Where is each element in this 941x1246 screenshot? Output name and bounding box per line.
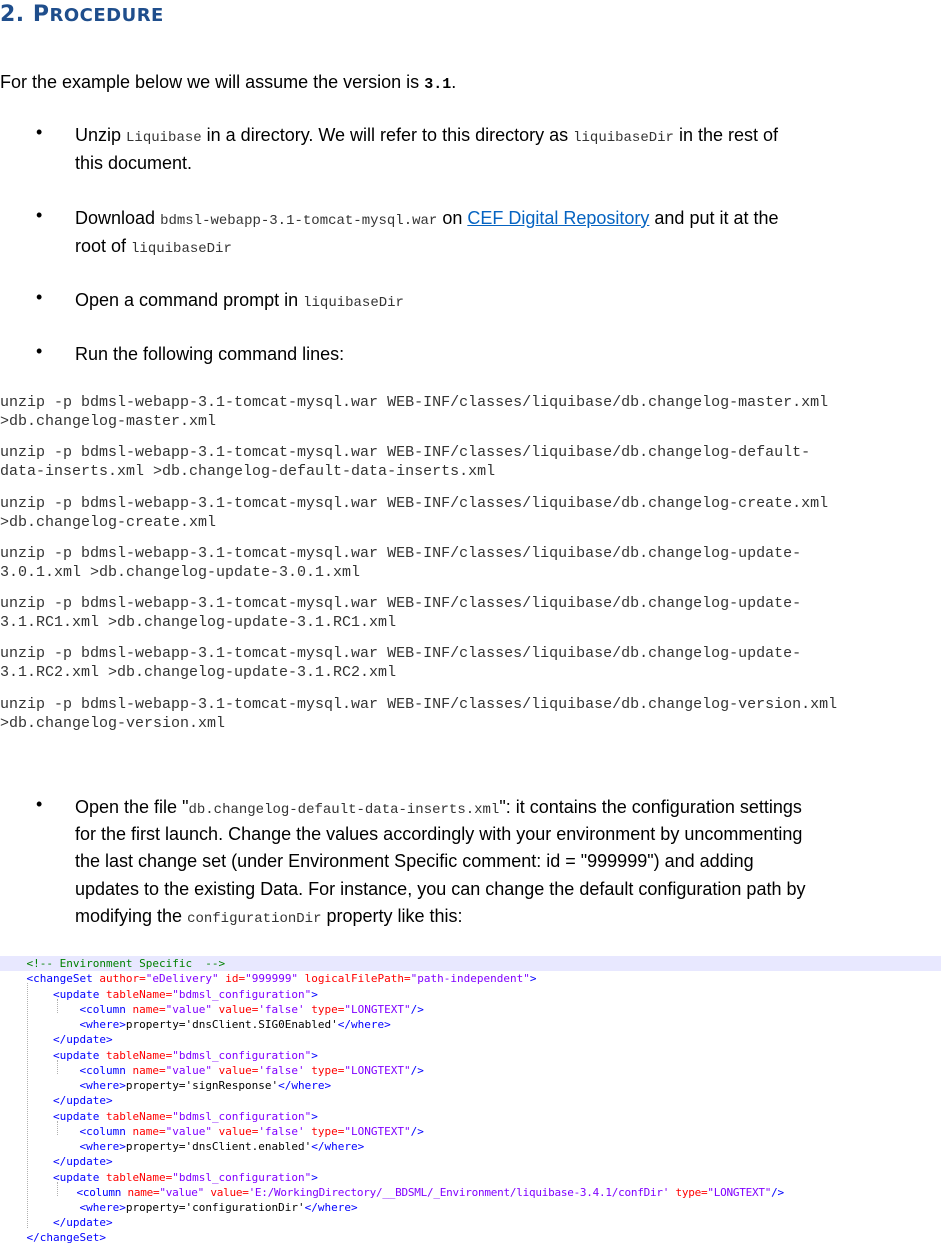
tok-selfclose: /> — [410, 1003, 424, 1016]
command-4 — [0, 544, 801, 582]
tok-type-val: "LONGTEXT" — [344, 1064, 411, 1077]
code-line-update-close — [0, 1032, 941, 1047]
bullet-5-line-4: updates to the existing Data. For instance, you can change the default configuration path by — [75, 879, 806, 899]
tok-where-open: <where> — [79, 1079, 126, 1092]
tok-where-text: property='signResponse' — [125, 1079, 279, 1092]
command-5 — [0, 594, 801, 632]
tok-gt: > — [311, 1171, 318, 1184]
tok-id-attr: id= — [218, 972, 246, 985]
intro-paragraph — [0, 70, 456, 97]
b2-line2-mono: liquibaseDir — [131, 241, 232, 257]
tok-author-attr: author= — [92, 972, 146, 985]
bullet-2-line-2 — [75, 234, 232, 261]
b1-text-1: Unzip — [75, 125, 127, 145]
tok-where-open: <where> — [79, 1201, 126, 1214]
xml-comment: <!-- Environment Specific --> — [26, 957, 226, 970]
bullet-5-line-5 — [75, 904, 463, 931]
b2-text-3: and put it at the — [649, 208, 779, 228]
tok-type-attr: type= — [304, 1125, 345, 1138]
bullet-5-line-1 — [75, 795, 802, 822]
bullet-1-line-1 — [75, 123, 778, 150]
tok-where-close: </where> — [278, 1079, 332, 1092]
tok-value-attr: value= — [211, 1125, 259, 1138]
code-line-update-close — [0, 1154, 941, 1169]
command-6-line-1: unzip -p bdmsl-webapp-3.1-tomcat-mysql.war WEB-INF/classes/liquibase/db.changelog-update- — [0, 645, 802, 662]
tok-type-val: "LONGTEXT" — [344, 1003, 411, 1016]
tok-table-val: "bdmsl_configuration" — [172, 1171, 312, 1184]
command-7 — [0, 695, 837, 733]
code-line-where — [0, 1078, 941, 1093]
tok-where-close: </where> — [337, 1018, 391, 1031]
tok-selfclose: /> — [410, 1064, 424, 1077]
b2-text-2: on — [437, 208, 468, 228]
command-7-line-2: >db.changelog-version.xml — [0, 715, 226, 732]
command-7-line-1: unzip -p bdmsl-webapp-3.1-tomcat-mysql.war WEB-INF/classes/liquibase/db.changelog-version.xml — [0, 696, 838, 713]
code-line-update-open — [0, 987, 941, 1002]
command-1-line-2: >db.changelog-master.xml — [0, 413, 217, 430]
tok-name-attr: name= — [125, 1003, 166, 1016]
cef-digital-repository-link[interactable]: CEF Digital Repository — [467, 208, 650, 228]
tok-column: <column — [79, 1064, 126, 1077]
code-line-update-close — [0, 1093, 941, 1108]
section-title-initial: P — [32, 2, 50, 27]
b1-mono-liquibase: Liquibase — [126, 130, 202, 146]
code-line-where — [0, 1200, 941, 1215]
tok-tablename-attr: tableName= — [99, 1049, 173, 1062]
tok-name-val: "value" — [159, 1186, 204, 1199]
tok-tablename-attr: tableName= — [99, 1110, 173, 1123]
code-line-column — [0, 1185, 941, 1200]
code-line-column — [0, 1063, 941, 1078]
b3-text-1: Open a command prompt in — [75, 290, 304, 310]
code-line-where — [0, 1017, 941, 1032]
bullet-dot-2: • — [36, 205, 43, 225]
tok-where-text: property='dnsClient.enabled' — [125, 1140, 312, 1153]
command-5-line-2: 3.1.RC1.xml >db.changelog-update-3.1.RC1.xml — [0, 614, 397, 631]
bullet-2-line-1 — [75, 206, 779, 233]
command-2 — [0, 443, 810, 481]
tok-tablename-attr: tableName= — [99, 1171, 173, 1184]
code-line-column — [0, 1002, 941, 1017]
tok-changeset: <changeSet — [26, 972, 93, 985]
section-heading — [0, 2, 164, 27]
intro-text: For the example below we will assume the version is — [0, 72, 425, 92]
bullet-dot-3: • — [36, 287, 43, 307]
tok-table-val: "bdmsl_configuration" — [172, 1110, 312, 1123]
tok-gt: > — [311, 1110, 318, 1123]
tok-column: <column — [79, 1125, 126, 1138]
tok-where-close: </where> — [311, 1140, 365, 1153]
bullet-dot-4: • — [36, 341, 43, 361]
tok-update-close: </update> — [52, 1094, 113, 1107]
b1-mono-dir: liquibaseDir — [573, 130, 674, 146]
command-3-line-2: >db.changelog-create.xml — [0, 514, 217, 531]
command-3 — [0, 494, 828, 532]
b1-text-2: in a directory. We will refer to this directory as — [201, 125, 574, 145]
tok-value-val: 'false' — [258, 1125, 305, 1138]
tok-name-val: "value" — [165, 1125, 212, 1138]
tok-type-attr: type= — [304, 1064, 345, 1077]
tok-update: <update — [52, 1049, 100, 1062]
tok-changeset-close: </changeSet> — [26, 1231, 106, 1244]
b5-line5-text-1: modifying the — [75, 906, 188, 926]
tok-value-attr: value= — [203, 1186, 249, 1199]
intro-suffix: . — [451, 72, 457, 92]
tok-value-val: 'E:/WorkingDirectory/__BDSML/_Environment/liquibase-3.4.1/confDir' — [248, 1186, 670, 1199]
bullet-dot-5: • — [36, 794, 43, 814]
tok-path-attr: logicalFilePath= — [298, 972, 411, 985]
code-line-update-close — [0, 1215, 941, 1230]
tok-type-val: "LONGTEXT" — [707, 1186, 772, 1199]
bullet-4-line-1: Run the following command lines: — [75, 344, 345, 364]
bullet-1-line-2: this document. — [75, 153, 193, 173]
code-line-where — [0, 1139, 941, 1154]
tok-author-val: "eDelivery" — [145, 972, 219, 985]
tok-value-attr: value= — [211, 1064, 259, 1077]
code-line-changeset-close — [0, 1230, 941, 1245]
tok-id-val: "999999" — [245, 972, 299, 985]
b3-mono-dir: liquibaseDir — [303, 295, 404, 311]
b2-text-1: Download — [75, 208, 161, 228]
code-line-update-open — [0, 1048, 941, 1063]
command-4-line-2: 3.0.1.xml >db.changelog-update-3.0.1.xml — [0, 564, 361, 581]
tok-where-text: property='configurationDir' — [125, 1201, 305, 1214]
command-1-line-1: unzip -p bdmsl-webapp-3.1-tomcat-mysql.war WEB-INF/classes/liquibase/db.changelog-master.xml — [0, 394, 829, 411]
tok-name-val: "value" — [165, 1003, 212, 1016]
tok-selfclose: /> — [410, 1125, 424, 1138]
tok-update-close: </update> — [52, 1033, 113, 1046]
b5-text-2: ": it contains the configuration settings — [499, 797, 802, 817]
tok-type-attr: type= — [304, 1003, 345, 1016]
command-2-line-1: unzip -p bdmsl-webapp-3.1-tomcat-mysql.war WEB-INF/classes/liquibase/db.changelog-default- — [0, 444, 811, 461]
tok-update: <update — [52, 988, 100, 1001]
code-line-comment — [0, 956, 941, 971]
code-line-update-open — [0, 1109, 941, 1124]
tok-where-open: <where> — [79, 1140, 126, 1153]
tok-gt: > — [529, 972, 537, 985]
tok-path-val: "path-independent" — [410, 972, 530, 985]
bullet-dot-1: • — [36, 122, 43, 142]
command-6-line-2: 3.1.RC2.xml >db.changelog-update-3.1.RC2.xml — [0, 664, 397, 681]
tok-table-val: "bdmsl_configuration" — [172, 1049, 312, 1062]
section-number: 2. — [0, 2, 25, 27]
tok-gt: > — [311, 988, 318, 1001]
code-line-column — [0, 1124, 941, 1139]
tok-value-val: 'false' — [258, 1064, 305, 1077]
tok-name-val: "value" — [165, 1064, 212, 1077]
xml-code-block — [0, 953, 941, 1246]
tok-selfclose: /> — [771, 1186, 784, 1199]
tok-update-close: </update> — [52, 1216, 113, 1229]
code-line-changeset-open — [0, 971, 941, 986]
tok-where-close: </where> — [304, 1201, 358, 1214]
command-2-line-2: data-inserts.xml >db.changelog-default-data-inserts.xml — [0, 463, 496, 480]
tok-value-attr: value= — [211, 1003, 259, 1016]
tok-column: <column — [79, 1003, 126, 1016]
tok-update: <update — [52, 1110, 100, 1123]
tok-tablename-attr: tableName= — [99, 988, 173, 1001]
bullet-5-line-3: the last change set (under Environment Specific comment: id = "999999") and adding — [75, 851, 754, 871]
tok-column: <column — [76, 1186, 122, 1199]
tok-where-open: <where> — [79, 1018, 126, 1031]
tok-name-attr: name= — [125, 1125, 166, 1138]
tok-update: <update — [52, 1171, 100, 1184]
b5-text-1: Open the file " — [75, 797, 189, 817]
version-number: 3.1 — [424, 76, 452, 93]
tok-update-close: </update> — [52, 1155, 113, 1168]
tok-type-attr: type= — [669, 1186, 708, 1199]
code-line-update-open — [0, 1170, 941, 1185]
section-title-rest: ROCEDURE — [49, 5, 164, 26]
b5-mono-file: db.changelog-default-data-inserts.xml — [188, 802, 500, 818]
tok-where-text: property='dnsClient.SIG0Enabled' — [125, 1018, 338, 1031]
b5-line5-text-2: property like this: — [321, 906, 463, 926]
command-4-line-1: unzip -p bdmsl-webapp-3.1-tomcat-mysql.war WEB-INF/classes/liquibase/db.changelog-update- — [0, 545, 802, 562]
tok-gt: > — [311, 1049, 318, 1062]
bullet-3-line-1 — [75, 288, 404, 315]
b2-line2-text: root of — [75, 236, 132, 256]
command-6 — [0, 644, 801, 682]
command-3-line-1: unzip -p bdmsl-webapp-3.1-tomcat-mysql.war WEB-INF/classes/liquibase/db.changelog-create.xml — [0, 495, 829, 512]
b1-text-3: in the rest of — [673, 125, 778, 145]
b2-mono-war: bdmsl-webapp-3.1-tomcat-mysql.war — [160, 213, 438, 229]
tok-value-val: 'false' — [258, 1003, 305, 1016]
tok-name-attr: name= — [121, 1186, 160, 1199]
tok-name-attr: name= — [125, 1064, 166, 1077]
b5-line5-mono: configurationDir — [187, 911, 322, 927]
bullet-5-line-2: for the first launch. Change the values accordingly with your environment by uncommenting — [75, 824, 803, 844]
command-1 — [0, 393, 828, 431]
command-5-line-1: unzip -p bdmsl-webapp-3.1-tomcat-mysql.war WEB-INF/classes/liquibase/db.changelog-update- — [0, 595, 802, 612]
tok-type-val: "LONGTEXT" — [344, 1125, 411, 1138]
tok-table-val: "bdmsl_configuration" — [172, 988, 312, 1001]
